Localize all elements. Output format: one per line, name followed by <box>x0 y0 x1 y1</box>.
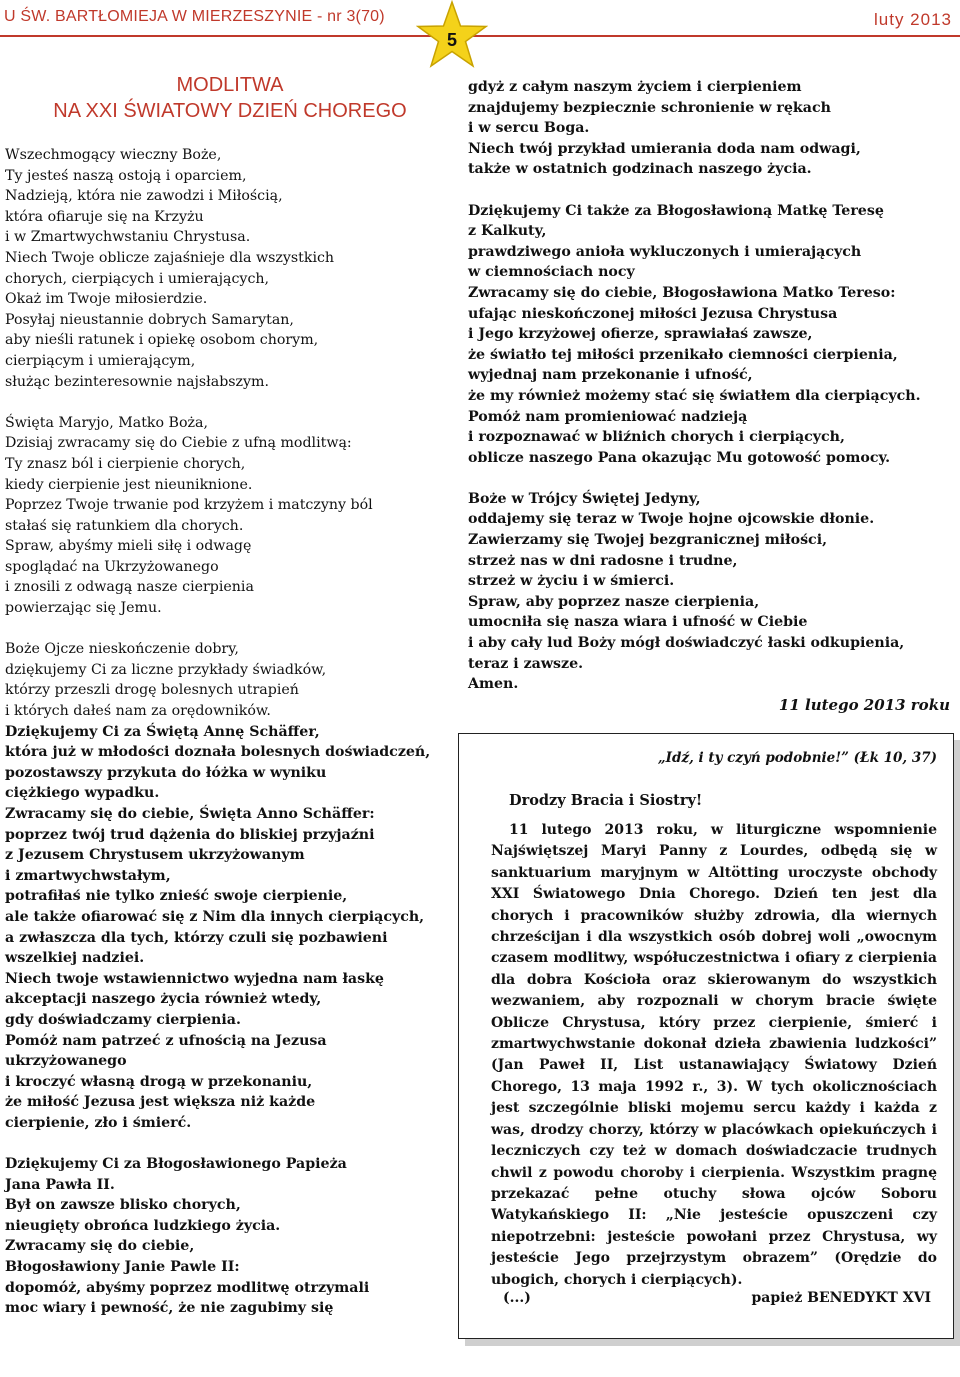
pope-message-box <box>458 733 954 1339</box>
prayer-line: a zwłaszcza dla tych, którzy czuli się pozbawieni <box>5 929 388 946</box>
prayer-line: Boże w Trójcy Świętej Jedyny, <box>468 490 701 507</box>
prayer-line: cierpiącym i umierającym, <box>5 352 196 369</box>
prayer-line: Wszechmogący wieczny Boże, <box>5 147 222 163</box>
prayer-line: aby nieśli ratunek i opiekę osobom chorym, <box>5 332 319 349</box>
prayer-line: także w ostatnich godzinach naszego życia. <box>468 161 812 178</box>
prayer-line: ciężkiego wypadku. <box>5 785 160 802</box>
prayer-line: Poprzez Twoje trwanie pod krzyżem i matczyny ból <box>5 497 373 514</box>
prayer-line: nieugięty obrońca ludzkiego życia. <box>5 1217 281 1234</box>
prayer-line: Jana Pawła II. <box>5 1176 115 1193</box>
prayer-line: kiedy cierpienie jest nieuniknione. <box>5 476 253 493</box>
box-body <box>491 820 937 1291</box>
prayer-line: Amen. <box>468 676 519 693</box>
prayer-line: dopomóż, abyśmy poprzez modlitwę otrzymali <box>5 1279 370 1296</box>
prayer-line: gdyż z całym naszym życiem i cierpieniem <box>468 79 802 95</box>
prayer-line: teraz i zawsze. <box>468 655 584 672</box>
prayer-line: i Jego krzyżowej ofierze, sprawiałaś zawsze, <box>468 326 813 343</box>
prayer-line: Spraw, aby poprzez nasze cierpienia, <box>468 593 760 610</box>
prayer-line: Zwracamy się do ciebie, <box>5 1238 195 1255</box>
prayer-line: powierzając się Jemu. <box>5 600 162 617</box>
stanza-gap <box>5 619 455 640</box>
page-number-star-icon <box>416 0 488 72</box>
header-publication: U ŚW. BARTŁOMIEJA W MIERZESZYNIE - nr 3(70) <box>4 8 385 25</box>
prayer-line: spoglądać na Ukrzyżowanego <box>5 558 219 575</box>
prayer-line: i w Zmartwychwstaniu Chrystusa. <box>5 229 251 246</box>
prayer-date: 11 lutego 2013 roku <box>778 695 950 714</box>
prayer-line: gdy doświadczamy cierpienia. <box>5 1011 241 1028</box>
prayer-line: prawdziwego anioła wykluczonych i umierających <box>468 243 862 260</box>
prayer-line: Święta Maryjo, Matko Boża, <box>5 414 208 431</box>
prayer-line: Dziękujemy Ci za Błogosławionego Papieża <box>5 1156 347 1173</box>
box-body-text: 11 lutego 2013 roku, w liturgiczne wspomnienie Najświętszej Maryi Panny z Lourdes, odbędą się w sanktuarium maryjnym w Altötting uroczyste obchody XXI Światowego Dnia Chorego. Dzień ten jest dla chorych i pracowników służby zdrowia, dla wiernych chrześcijan i dla wszystkich osób dobrej woli „owocnym czasem modlitwy, współuczestnictwa i ofiary z cierpienia dla dobra Kościoła oraz skierowanym do wszystkich wezwaniem, aby rozpoznali w chorym bracie święte Oblicze Chrystusa, który przez cierpienie, śmierć i zmartwychwstanie dokonał dzieła zbawienia ludzkości” (Jan Paweł II, List ustanawiający Światowy Dzień Chorego, 13 maja 1992 r., 3). W tych okolicznościach jest szczególnie bliski mojemu sercu każdy i każda z was, drodzy chorzy, którzy w placówkach opiekuńczych i leczniczych czy też w domach doświadczacie trudnych chwil z powodu choroby i cierpienia. Wszystkim pragnę przekazać pełne otuchy słowa ojców Soboru Watykańskiego II: „Nie jesteście opuszczeni czy niepotrzebni: jesteście powołani przez Chrystusa, wy jesteście Jego przejrzystym obrazem” (Orędzie do ubogich, chorych i cierpiących). <box>491 822 937 1288</box>
prayer-line: Niech Twoje oblicze zajaśnieje dla wszystkich <box>5 249 335 266</box>
prayer-line: ale także ofiarować się z Nim dla innych cierpiących, <box>5 908 425 925</box>
prayer-line: wszelkiej nadziei. <box>5 950 145 967</box>
prayer-line: Niech twój przykład umierania doda nam odwagi, <box>468 140 861 157</box>
prayer-line: oblicze naszego Pana okazując Mu gotowość pomocy. <box>468 449 891 466</box>
prayer-line: umocniła się nasza wiara i ufność w Ciebie <box>468 614 808 631</box>
prayer-line: Pomóż nam patrzeć z ufnością na Jezusa <box>5 1032 327 1049</box>
prayer-line: dziękujemy Ci za liczne przykłady świadków, <box>5 661 327 678</box>
box-signature-line <box>503 1290 931 1306</box>
stanza-gap <box>468 180 958 201</box>
prayer-line: Zawierzamy się Twojej bezgranicznej miłości, <box>468 532 828 549</box>
prayer-line: chorych, cierpiących i umierających, <box>5 270 270 287</box>
prayer-line: że światło tej miłości przenikało ciemności cierpienia, <box>468 346 898 363</box>
prayer-line: ufając nieskończonej miłości Jezusa Chrystusa <box>468 305 838 322</box>
prayer-line: stałaś się ratunkiem dla chorych. <box>5 517 244 534</box>
prayer-line: Spraw, abyśmy mieli siłę i odwagę <box>5 538 252 555</box>
prayer-line: i rozpoznawać w bliźnich chorych i cierpiących, <box>468 429 845 446</box>
prayer-line: strzeż w życiu i w śmierci. <box>468 573 675 590</box>
prayer-line: akceptacji naszego życia również wtedy, <box>5 991 322 1008</box>
prayer-line: że my również możemy stać się światłem dla cierpiących. <box>468 387 921 404</box>
prayer-line: którzy przeszli drogę bolesnych utrapień <box>5 682 299 699</box>
header-date: luty 2013 <box>874 10 952 29</box>
prayer-line: cierpienie, zło i śmierć. <box>5 1114 192 1131</box>
stanza-gap <box>5 1134 455 1155</box>
prayer-line: i kroczyć własną drogą w przekonaniu, <box>5 1073 313 1090</box>
box-ellipsis: (...) <box>503 1290 531 1306</box>
stanza-gap <box>468 468 958 489</box>
prayer-line: że miłość Jezusa jest większa niż każde <box>5 1094 316 1111</box>
prayer-line: Błogosławiony Janie Pawle II: <box>5 1259 240 1276</box>
prayer-line: Ty jesteś naszą ostoją i oparciem, <box>5 167 247 184</box>
prayer-line: Posyłaj nieustannie dobrych Samarytan, <box>5 311 294 328</box>
prayer-line: strzeż nas w dni radosne i trudne, <box>468 552 738 569</box>
prayer-line: Dzisiaj zwracamy się do Ciebie z ufną modlitwą: <box>5 435 352 452</box>
prayer-line: i których dałeś nam za orędowników. <box>5 703 271 720</box>
prayer-line: Dziękujemy Ci za Świętą Annę Schäffer, <box>5 723 320 740</box>
prayer-line: oddajemy się teraz w Twoje hojne ojcowskie dłonie. <box>468 511 875 528</box>
prayer-line: pozostawszy przykuta do łóżka w wyniku <box>5 764 327 781</box>
prayer-line: poprzez twój trud dążenia do bliskiej przyjaźni <box>5 826 375 843</box>
prayer-line: z Jezusem Chrystusem ukrzyżowanym <box>5 847 305 864</box>
stanza-gap <box>5 392 455 413</box>
prayer-line: Był on zawsze blisko chorych, <box>5 1197 241 1214</box>
prayer-line: Okaż im Twoje miłosierdzie. <box>5 291 208 308</box>
box-greeting: Drodzy Bracia i Siostry! <box>509 792 703 809</box>
prayer-line: w ciemnościach nocy <box>468 264 635 281</box>
prayer-line: służąc bezinteresownie najsłabszym. <box>5 373 270 390</box>
prayer-line: z Kalkuty, <box>468 223 547 240</box>
box-quote: „Idź, i ty czyń podobnie!” (Łk 10, 37) <box>657 750 937 766</box>
prayer-line: Ty znasz ból i cierpienie chorych, <box>5 455 246 472</box>
prayer-line: moc wiary i pewność, że nie zagubimy się <box>5 1300 334 1317</box>
prayer-line: Zwracamy się do ciebie, Błogosławiona Matko Tereso: <box>468 284 896 301</box>
right-column <box>468 77 958 715</box>
prayer-line: wyjednaj nam przekonanie i ufność, <box>468 367 753 384</box>
prayer-line: Dziękujemy Ci także za Błogosławioną Matkę Teresę <box>468 202 884 219</box>
prayer-line: ukrzyżowanego <box>5 1053 127 1070</box>
prayer-line: Pomóż nam promieniować nadzieją <box>468 408 748 425</box>
prayer-line: i znosili z odwagą nasze cierpienia <box>5 579 254 596</box>
prayer-line: Zwracamy się do ciebie, Święta Anno Schäffer: <box>5 806 375 822</box>
prayer-title-line1: MODLITWA <box>176 74 284 96</box>
prayer-line: potrafiłaś nie tylko znieść swoje cierpienie, <box>5 888 348 905</box>
prayer-line: i w sercu Boga. <box>468 120 590 137</box>
prayer-title <box>0 72 460 124</box>
prayer-line: i aby cały lud Boży mógł doświadczyć łaski odkupienia, <box>468 635 905 652</box>
prayer-line: znajdujemy bezpiecznie schronienie w rękach <box>468 99 831 116</box>
prayer-line: i zmartwychwstałym, <box>5 867 171 884</box>
prayer-line: Boże Ojcze nieskończenie dobry, <box>5 641 239 658</box>
page-number: 5 <box>446 30 458 50</box>
prayer-line: Niech twoje wstawiennictwo wyjedna nam łaskę <box>5 970 384 987</box>
box-signature: papież BENEDYKT XVI <box>751 1290 931 1306</box>
prayer-line: Nadzieją, która nie zawodzi i Miłością, <box>5 188 283 205</box>
prayer-title-line2: NA XXI ŚWIATOWY DZIEŃ CHOREGO <box>53 100 407 122</box>
prayer-line: która już w młodości doznała bolesnych doświadczeń, <box>5 744 431 761</box>
prayer-line: która ofiaruje się na Krzyżu <box>5 208 204 225</box>
left-column <box>5 145 455 1319</box>
